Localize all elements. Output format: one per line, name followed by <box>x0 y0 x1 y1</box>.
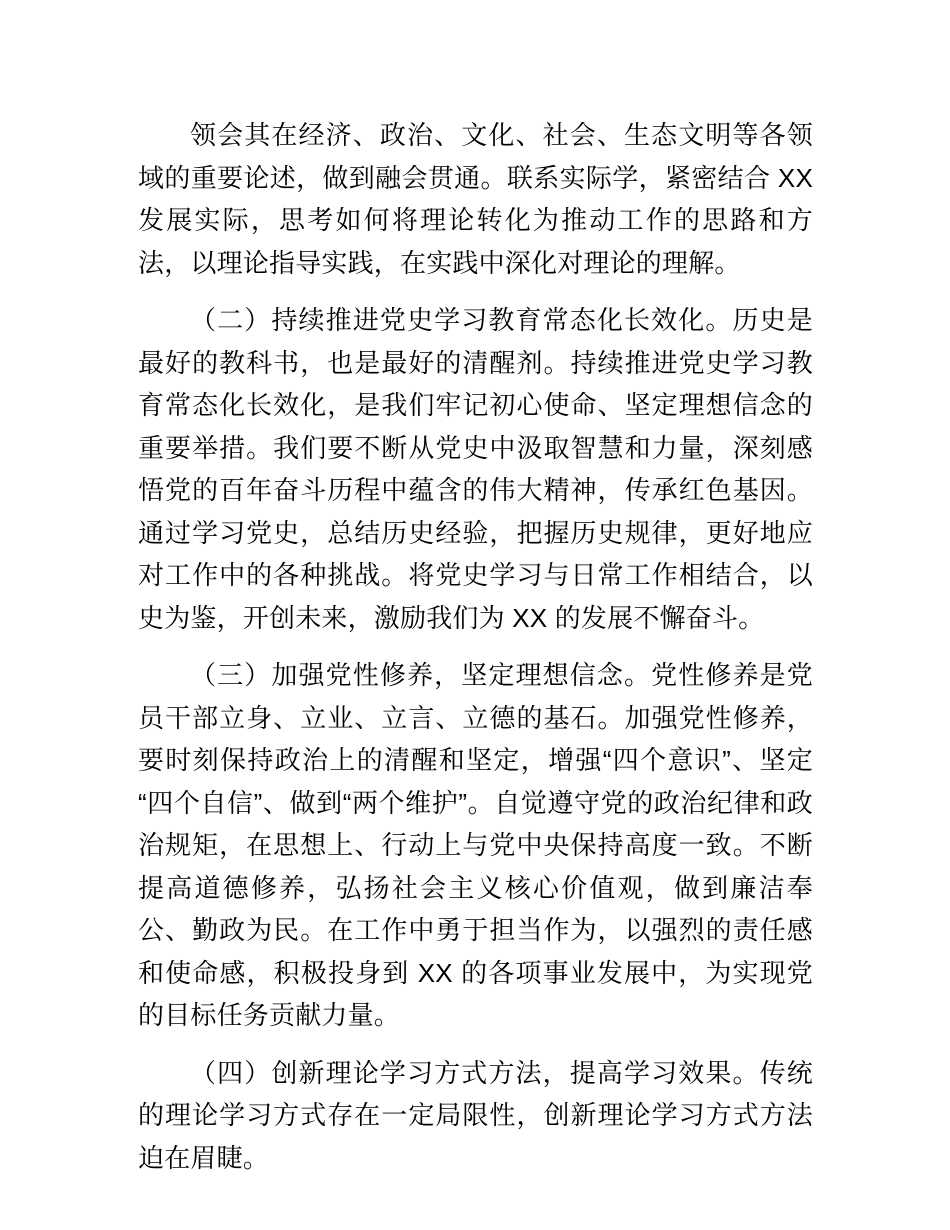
paragraph-4-innovate-study-methods: （四）创新理论学习方式方法，提高学习效果。传统的理论学习方式存在一定局限性，创新理论学习方式方法迫在眉睫。 <box>138 1057 813 1173</box>
paragraph-2-party-history-education: （二）持续推进党史学习教育常态化长效化。历史是最好的教科书，也是最好的清醒剂。持续推进党史学习教育常态化长效化，是我们牢记初心使命、坚定理想信念的重要举措。我们要不断从党史中汲取智慧和力量，深刻感悟党的百年奋斗历程中蕴含的伟大精神，传承红色基因。通过学习党史，总结历史经验，把握历史规律，更好地应对工作中的各种挑战。将党史学习与日常工作相结合，以史为鉴，开创未来，激励我们为 XX 的发展不懈奋斗。 <box>138 305 813 633</box>
paragraph-theory-study-continuation: 领会其在经济、政治、文化、社会、生态文明等各领域的重要论述，做到融会贯通。联系实际学，紧密结合 XX 发展实际，思考如何将理论转化为推动工作的思路和方法，以理论指导实践，在实践中深化对理论的理解。 <box>138 120 813 278</box>
document-body <box>138 114 813 1179</box>
paragraph-3-party-spirit-cultivation: （三）加强党性修养，坚定理想信念。党性修养是党员干部立身、立业、立言、立德的基石。加强党性修养，要时刻保持政治上的清醒和坚定，增强“四个意识”、坚定“四个自信”、做到“两个维护”。自觉遵守党的政治纪律和政治规矩，在思想上、行动上与党中央保持高度一致。不断提高道德修养，弘扬社会主义核心价值观，做到廉洁奉公、勤政为民。在工作中勇于担当作为，以强烈的责任感和使命感，积极投身到 XX 的各项事业发展中，为实现党的目标任务贡献力量。 <box>138 660 813 1030</box>
